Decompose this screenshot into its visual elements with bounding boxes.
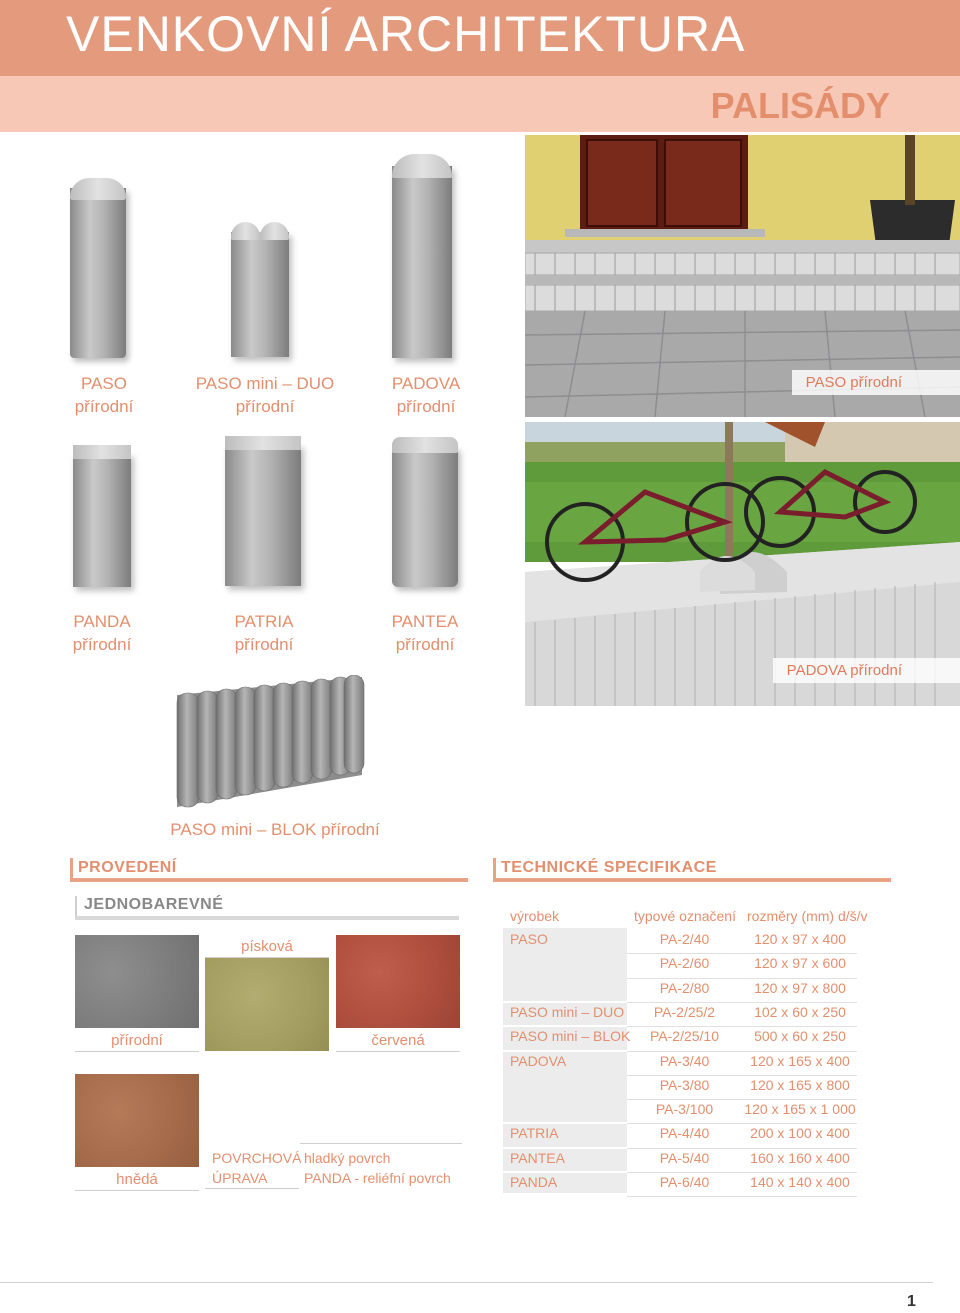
product-image-pantea <box>392 437 458 587</box>
table-cell-dims: 500 x 60 x 250 <box>754 1028 846 1045</box>
swatch-cervena <box>336 935 460 1028</box>
page-title: VENKOVNÍ ARCHITEKTURA <box>66 6 746 62</box>
product-label-pantea: PANTEA přírodní <box>391 612 459 654</box>
specs-header-line <box>503 927 883 928</box>
table-cell-code: PA-6/40 <box>659 1174 710 1190</box>
table-row-line <box>627 978 857 979</box>
table-cell-code: PA-3/80 <box>659 1076 710 1093</box>
photo-paso-steps <box>525 135 960 417</box>
surface-value-relief: PANDA - reliéfní povrch <box>304 1170 451 1186</box>
table-group-separator <box>503 1025 627 1027</box>
swatch-hneda-line <box>75 1190 199 1191</box>
specs-table <box>503 905 883 1195</box>
table-row-line <box>627 1172 857 1173</box>
specs-header-code: typové označení <box>634 908 736 924</box>
table-cell-product: PADOVA <box>510 1052 567 1069</box>
product-label-paso-mini-duo: PASO mini – DUO přírodní <box>195 374 335 416</box>
swatch-piskova <box>205 958 329 1051</box>
table-row-line <box>627 1026 857 1027</box>
table-cell-product: PASO <box>510 931 548 947</box>
photo-caption-paso: PASO přírodní <box>792 370 960 395</box>
product-image-padova <box>392 154 452 358</box>
table-cell-dims: 120 x 165 x 400 <box>750 1052 850 1069</box>
table-cell-code: PA-4/40 <box>659 1125 710 1142</box>
surface-label-line1: POVRCHOVÁ <box>212 1150 302 1166</box>
product-image-paso-mini-duo <box>231 222 289 357</box>
provedeni-heading: PROVEDENÍ <box>78 859 177 876</box>
swatch-hneda <box>75 1074 199 1167</box>
swatch-label-cervena: červená <box>371 1032 425 1049</box>
table-row-line <box>627 953 857 954</box>
table-cell-product: PANDA <box>510 1174 558 1190</box>
footer-line <box>0 1282 933 1283</box>
table-cell-code: PA-5/40 <box>659 1149 710 1166</box>
table-cell-code: PA-3/100 <box>655 1101 714 1118</box>
table-cell-product: PASO mini – DUO <box>510 1003 625 1020</box>
specs-heading: TECHNICKÉ SPECIFIKACE <box>501 859 717 876</box>
table-group-separator <box>503 1050 627 1052</box>
table-cell-code: PA-2/40 <box>659 931 710 947</box>
table-group-separator <box>503 1122 627 1124</box>
photo-caption-padova: PADOVA přírodní <box>773 658 960 683</box>
table-cell-code: PA-2/25/2 <box>653 1003 716 1020</box>
table-row-line <box>627 1123 857 1124</box>
swatch-label-prirodni: přírodní <box>111 1032 163 1049</box>
provedeni-underline <box>70 878 468 882</box>
table-group-separator <box>503 1171 627 1173</box>
swatch-cervena-line <box>336 1051 460 1052</box>
product-label-paso-mini-blok: PASO mini – BLOK přírodní <box>170 820 380 839</box>
page-subtitle: PALISÁDY <box>710 85 890 126</box>
table-cell-dims: 160 x 160 x 400 <box>750 1149 850 1166</box>
specs-header-dims: rozměry (mm) d/š/v <box>747 908 868 924</box>
page-number: 1 <box>907 1293 916 1310</box>
jednobarevne-underline <box>75 916 459 920</box>
table-cell-code: PA-3/40 <box>659 1052 710 1069</box>
product-image-panda <box>73 445 131 587</box>
table-group-separator <box>503 1001 627 1003</box>
table-cell-dims: 120 x 165 x 1 000 <box>744 1101 856 1118</box>
table-cell-dims: 120 x 97 x 600 <box>754 955 846 972</box>
swatch-label-hneda: hnědá <box>116 1171 158 1188</box>
table-row-line <box>627 1196 857 1197</box>
table-cell-code: PA-2/80 <box>659 979 710 996</box>
table-row-line <box>627 1099 857 1100</box>
specs-underline <box>493 878 891 882</box>
product-label-patria: PATRIA přírodní <box>234 612 294 654</box>
product-image-paso-mini-blok <box>172 675 367 810</box>
photo-padova-bikes <box>525 422 960 706</box>
table-cell-product: PATRIA <box>510 1125 559 1142</box>
surface-value-smooth: hladký povrch <box>304 1150 391 1166</box>
swatch-prirodni <box>75 935 199 1028</box>
surface-label-line <box>205 1188 299 1189</box>
product-image-patria <box>225 436 301 586</box>
product-image-paso <box>70 178 126 358</box>
table-cell-dims: 120 x 97 x 400 <box>754 931 846 947</box>
table-cell-product: PANTEA <box>510 1149 565 1166</box>
table-row-line <box>627 1051 857 1052</box>
surface-values-topline <box>300 1143 462 1144</box>
table-cell-dims: 120 x 165 x 800 <box>750 1076 850 1093</box>
table-cell-code: PA-2/60 <box>659 955 710 972</box>
product-label-paso: PASO přírodní <box>74 374 134 416</box>
jednobarevne-heading: JEDNOBAREVNÉ <box>84 896 224 913</box>
surface-label <box>212 1148 301 1188</box>
table-cell-dims: 200 x 100 x 400 <box>750 1125 850 1142</box>
table-row-line <box>627 1075 857 1076</box>
surface-label-line2: ÚPRAVA <box>212 1170 268 1186</box>
product-label-panda: PANDA přírodní <box>72 612 132 654</box>
table-row-line <box>627 1148 857 1149</box>
swatch-label-piskova: písková <box>241 938 293 955</box>
table-row-line <box>627 1002 857 1003</box>
table-group-separator <box>503 1147 627 1149</box>
table-cell-code: PA-2/25/10 <box>649 1028 719 1045</box>
table-cell-product: PASO mini – BLOK <box>510 1028 631 1045</box>
table-cell-dims: 120 x 97 x 800 <box>754 979 846 996</box>
specs-header-product: výrobek <box>510 908 560 924</box>
table-cell-dims: 102 x 60 x 250 <box>754 1003 846 1020</box>
table-cell-dims: 140 x 140 x 400 <box>750 1174 850 1190</box>
product-label-padova: PADOVA přírodní <box>391 374 461 416</box>
surface-values <box>304 1148 451 1188</box>
swatch-prirodni-line <box>75 1051 199 1052</box>
